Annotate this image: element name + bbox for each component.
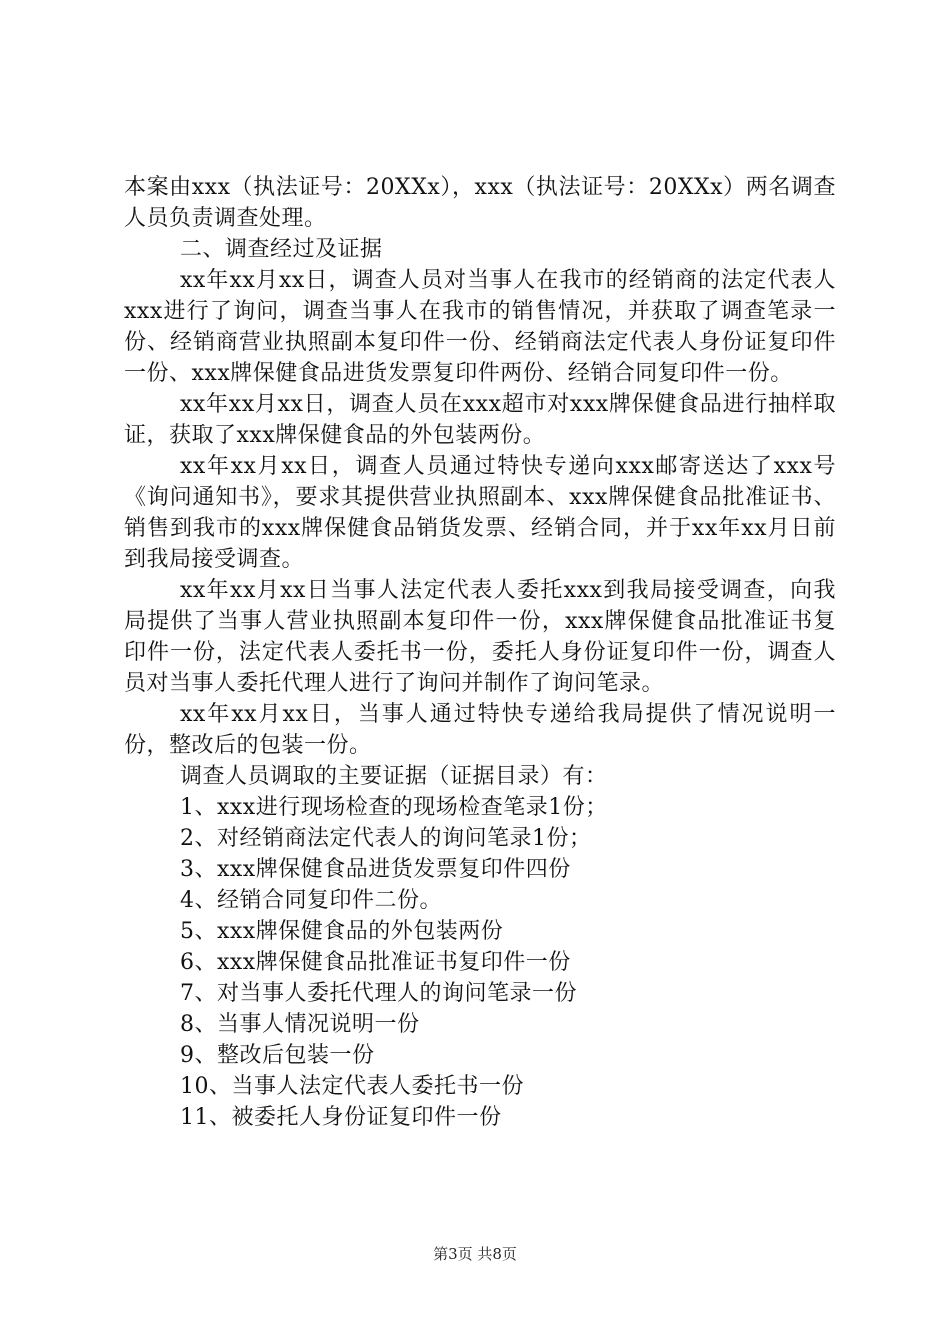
page-footer xyxy=(0,1243,950,1264)
paragraph: xx年xx月xx日，当事人通过特快专递给我局提供了情况说明一份，整改后的包装一份。 xyxy=(124,702,836,758)
paragraph: xx年xx月xx日当事人法定代表人委托xxx到我局接受调查，向我局提供了当事人营业执照副本复印件一份，xxx牌保健食品批准证书复印件一份，法定代表人委托书一份，委托人身份证复印件一份，调查人员对当事人委托代理人进行了询问并制作了询问笔录。 xyxy=(124,578,836,696)
paragraph: xx年xx月xx日，调查人员在xxx超市对xxx牌保健食品进行抽样取证，获取了xxx牌保健食品的外包装两份。 xyxy=(124,392,836,448)
evidence-item: 11、被委托人身份证复印件一份 xyxy=(180,1105,502,1130)
evidence-intro: 调查人员调取的主要证据（证据目录）有： xyxy=(180,764,608,789)
section-heading: 二、调查经过及证据 xyxy=(180,237,383,262)
evidence-item: 7、对当事人委托代理人的询问笔录一份 xyxy=(180,981,577,1006)
evidence-item: 4、经销合同复印件二份。 xyxy=(180,888,442,913)
evidence-list xyxy=(124,792,836,1133)
evidence-item: 8、当事人情况说明一份 xyxy=(180,1012,420,1037)
evidence-item: 9、整改后包装一份 xyxy=(180,1043,375,1068)
paragraph: xx年xx月xx日，调查人员对当事人在我市的经销商的法定代表人xxx进行了询问，调查当事人在我市的销售情况，并获取了调查笔录一份、经销商营业执照副本复印件一份、经销商法定代表人身份证复印件一份、xxx牌保健食品进货发票复印件两份、经销合同复印件一份。 xyxy=(124,268,836,386)
evidence-item: 5、xxx牌保健食品的外包装两份 xyxy=(180,919,504,944)
paragraph: xx年xx月xx日，调查人员通过特快专递向xxx邮寄送达了xxx号《询问通知书》，要求其提供营业执照副本、xxx牌保健食品批准证书、销售到我市的xxx牌保健食品销货发票、经销合同，并于xx年xx月日前到我局接受调查。 xyxy=(124,454,836,572)
evidence-item: 6、xxx牌保健食品批准证书复印件一份 xyxy=(180,950,571,975)
page-number: 第3页 共8页 xyxy=(433,1245,517,1263)
evidence-item: 2、对经销商法定代表人的询问笔录1份； xyxy=(180,826,592,851)
document-body xyxy=(124,172,836,1133)
evidence-item: 1、xxx进行现场检查的现场检查笔录1份； xyxy=(180,795,608,820)
evidence-item: 10、当事人法定代表人委托书一份 xyxy=(180,1074,524,1099)
intro-paragraph: 本案由xxx（执法证号：20XXx），xxx（执法证号：20XXx）两名调查人员负责调查处理。 xyxy=(124,175,836,231)
evidence-item: 3、xxx牌保健食品进货发票复印件四份 xyxy=(180,857,571,882)
